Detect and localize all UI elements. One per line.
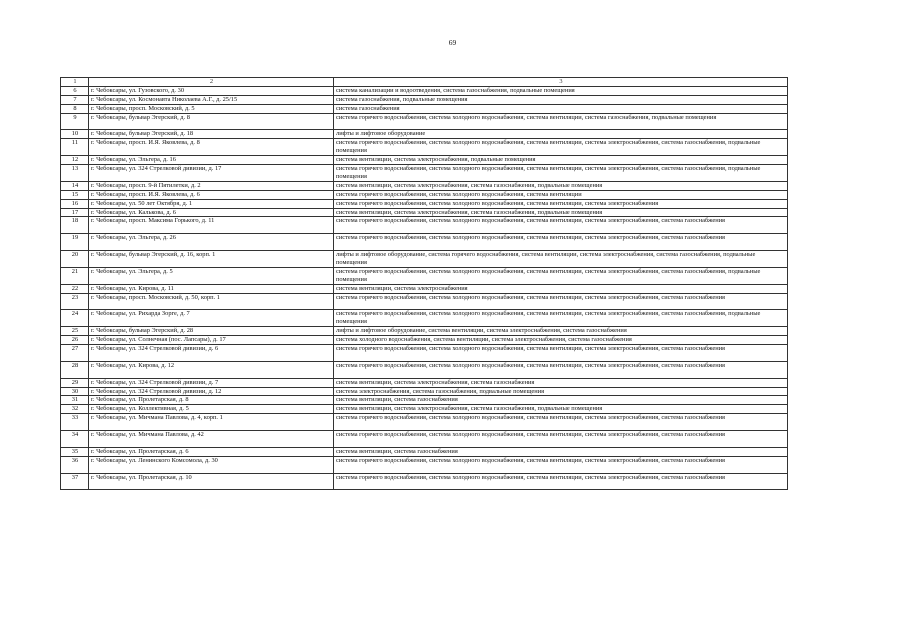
table-row: [61, 95, 788, 104]
row-address-cell: г. Чебоксары, просп. И.Я. Яковлева, д. 6: [89, 190, 334, 199]
row-address-cell: г. Чебоксары, ул. Эльгера, д. 26: [89, 234, 334, 251]
table-row: [61, 361, 788, 378]
table-row: [61, 431, 788, 448]
table-row: [61, 217, 788, 234]
row-systems-cell: лифты и лифтовое оборудование, система горячего водоснабжения, система вентиляции, система электроснабжения, система газоснабжения, подвальные помещения: [334, 251, 788, 268]
row-number-cell: 23: [61, 293, 89, 310]
table-row: [61, 165, 788, 182]
row-systems-cell: система горячего водоснабжения, система холодного водоснабжения, система вентиляции, система электроснабжения, система газоснабжения: [334, 234, 788, 251]
row-address-cell: г. Чебоксары, ул. 324 Стрелковой дивизии, д. 12: [89, 387, 334, 396]
row-systems-cell: система горячего водоснабжения, система холодного водоснабжения, система вентиляции, система электроснабжения, система газоснабжения, подвальные помещения: [334, 310, 788, 327]
table-row: [61, 86, 788, 95]
row-systems-cell: система канализации и водоотведения, система газоснабжения, подвальные помещения: [334, 86, 788, 95]
row-systems-cell: система электроснабжения, система газоснабжения, подвальные помещения: [334, 387, 788, 396]
row-address-cell: г. Чебоксары, просп. Московский, д. 5: [89, 104, 334, 113]
row-number-cell: 34: [61, 431, 89, 448]
table-row: [61, 327, 788, 336]
row-number-cell: 25: [61, 327, 89, 336]
table-row: [61, 405, 788, 414]
header-row: [61, 78, 788, 87]
row-number-cell: 28: [61, 361, 89, 378]
row-systems-cell: система газоснабжения: [334, 104, 788, 113]
table-row: [61, 414, 788, 431]
row-number-cell: 17: [61, 208, 89, 217]
table-row: [61, 378, 788, 387]
header-cell-systems: 3: [334, 78, 788, 87]
row-address-cell: г. Чебоксары, ул. Мичмана Павлова, д. 42: [89, 431, 334, 448]
row-number-cell: 8: [61, 104, 89, 113]
row-address-cell: г. Чебоксары, ул. Кирова, д. 12: [89, 361, 334, 378]
table-row: [61, 447, 788, 456]
row-address-cell: г. Чебоксары, бульвар Эгерский, д. 18: [89, 130, 334, 139]
row-number-cell: 14: [61, 181, 89, 190]
row-systems-cell: система горячего водоснабжения, система холодного водоснабжения, система вентиляции, система электроснабжения, система газоснабжения, подвальные помещения: [334, 139, 788, 156]
row-address-cell: г. Чебоксары, ул. Коллективная, д. 5: [89, 405, 334, 414]
table-row: [61, 267, 788, 284]
row-systems-cell: система холодного водоснабжения, система вентиляции, система электроснабжения, система газоснабжения: [334, 336, 788, 345]
table-row: [61, 208, 788, 217]
row-address-cell: г. Чебоксары, ул. Пролетарская, д. 10: [89, 473, 334, 490]
row-number-cell: 10: [61, 130, 89, 139]
row-systems-cell: система горячего водоснабжения, система холодного водоснабжения, система вентиляции, система электроснабжения, система газоснабжения, подвальные помещения: [334, 165, 788, 182]
row-number-cell: 31: [61, 396, 89, 405]
row-systems-cell: система горячего водоснабжения, система холодного водоснабжения, система вентиляции, система электроснабжения, система газоснабжения: [334, 217, 788, 234]
row-number-cell: 21: [61, 267, 89, 284]
row-systems-cell: система газоснабжения, подвальные помещения: [334, 95, 788, 104]
row-address-cell: г. Чебоксары, ул. Эльгера, д. 16: [89, 156, 334, 165]
row-address-cell: г. Чебоксары, ул. Рихарда Зорге, д. 7: [89, 310, 334, 327]
table-row: [61, 251, 788, 268]
table-row: [61, 234, 788, 251]
row-address-cell: г. Чебоксары, ул. Ленинского Комсомола, д. 30: [89, 456, 334, 473]
row-address-cell: г. Чебоксары, ул. Солнечная (пос. Лапсары), д. 17: [89, 336, 334, 345]
systems-table-container: [60, 77, 787, 490]
row-number-cell: 7: [61, 95, 89, 104]
row-number-cell: 24: [61, 310, 89, 327]
row-systems-cell: система вентиляции, система электроснабжения, система газоснабжения, подвальные помещения: [334, 181, 788, 190]
row-address-cell: г. Чебоксары, просп. И.Я. Яковлева, д. 8: [89, 139, 334, 156]
table-row: [61, 396, 788, 405]
table-row: [61, 130, 788, 139]
row-systems-cell: система горячего водоснабжения, система холодного водоснабжения, система вентиляции: [334, 190, 788, 199]
row-number-cell: 26: [61, 336, 89, 345]
table-body: [61, 86, 788, 489]
row-number-cell: 33: [61, 414, 89, 431]
row-systems-cell: система горячего водоснабжения, система холодного водоснабжения, система вентиляции, система газоснабжения, подвальные помещения: [334, 113, 788, 130]
row-address-cell: г. Чебоксары, просп. Максима Горького, д. 11: [89, 217, 334, 234]
row-number-cell: 35: [61, 447, 89, 456]
row-systems-cell: система горячего водоснабжения, система холодного водоснабжения, система вентиляции, система электроснабжения, система газоснабжения, подвальные помещения: [334, 267, 788, 284]
table-row: [61, 181, 788, 190]
systems-table: [60, 77, 788, 490]
row-address-cell: г. Чебоксары, просп. Московский, д. 50, корп. 1: [89, 293, 334, 310]
row-address-cell: г. Чебоксары, бульвар Эгерский, д. 16, корп. 1: [89, 251, 334, 268]
row-systems-cell: система горячего водоснабжения, система холодного водоснабжения, система вентиляции, система электроснабжения, система газоснабжения: [334, 361, 788, 378]
row-address-cell: г. Чебоксары, ул. Эльгера, д. 5: [89, 267, 334, 284]
row-address-cell: г. Чебоксары, ул. Пролетарская, д. 8: [89, 396, 334, 405]
row-systems-cell: система вентиляции, система газоснабжения: [334, 396, 788, 405]
table-row: [61, 284, 788, 293]
table-row: [61, 336, 788, 345]
row-address-cell: г. Чебоксары, просп. 9-й Пятилетки, д. 2: [89, 181, 334, 190]
row-address-cell: г. Чебоксары, ул. Гузовского, д. 30: [89, 86, 334, 95]
row-number-cell: 11: [61, 139, 89, 156]
row-systems-cell: система вентиляции, система электроснабжения, подвальные помещения: [334, 156, 788, 165]
row-number-cell: 37: [61, 473, 89, 490]
row-address-cell: г. Чебоксары, ул. Пролетарская, д. 6: [89, 447, 334, 456]
row-address-cell: г. Чебоксары, бульвар Эгерский, д. 8: [89, 113, 334, 130]
row-number-cell: 20: [61, 251, 89, 268]
row-systems-cell: система вентиляции, система электроснабжения, система газоснабжения, подвальные помещения: [334, 208, 788, 217]
header-cell-address: 2: [89, 78, 334, 87]
row-number-cell: 16: [61, 199, 89, 208]
row-number-cell: 36: [61, 456, 89, 473]
table-row: [61, 190, 788, 199]
row-address-cell: г. Чебоксары, ул. 324 Стрелковой дивизии, д. 7: [89, 378, 334, 387]
row-systems-cell: система горячего водоснабжения, система холодного водоснабжения, система вентиляции, система электроснабжения, система газоснабжения: [334, 473, 788, 490]
table-row: [61, 473, 788, 490]
row-systems-cell: система горячего водоснабжения, система холодного водоснабжения, система вентиляции, система электроснабжения, система газоснабжения: [334, 456, 788, 473]
row-address-cell: г. Чебоксары, ул. Космонавта Николаева А.Г., д. 25/15: [89, 95, 334, 104]
table-row: [61, 387, 788, 396]
row-number-cell: 32: [61, 405, 89, 414]
row-systems-cell: система вентиляции, система газоснабжения: [334, 447, 788, 456]
table-row: [61, 156, 788, 165]
row-systems-cell: система горячего водоснабжения, система холодного водоснабжения, система вентиляции, система электроснабжения, система газоснабжения: [334, 293, 788, 310]
row-systems-cell: лифты и лифтовое оборудование: [334, 130, 788, 139]
row-number-cell: 13: [61, 165, 89, 182]
row-address-cell: г. Чебоксары, ул. Мичмана Павлова, д. 4, корп. 1: [89, 414, 334, 431]
row-systems-cell: система вентиляции, система электроснабжения, система газоснабжения: [334, 378, 788, 387]
row-systems-cell: система горячего водоснабжения, система холодного водоснабжения, система вентиляции, система электроснабжения, система газоснабжения: [334, 431, 788, 448]
row-number-cell: 29: [61, 378, 89, 387]
row-number-cell: 19: [61, 234, 89, 251]
row-number-cell: 6: [61, 86, 89, 95]
table-row: [61, 310, 788, 327]
row-number-cell: 22: [61, 284, 89, 293]
row-number-cell: 18: [61, 217, 89, 234]
row-address-cell: г. Чебоксары, бульвар Эгерский, д. 28: [89, 327, 334, 336]
row-address-cell: г. Чебоксары, ул. Кирова, д. 11: [89, 284, 334, 293]
row-number-cell: 15: [61, 190, 89, 199]
row-number-cell: 9: [61, 113, 89, 130]
row-number-cell: 12: [61, 156, 89, 165]
row-address-cell: г. Чебоксары, ул. Калькова, д. 6: [89, 208, 334, 217]
row-number-cell: 27: [61, 345, 89, 362]
row-systems-cell: система горячего водоснабжения, система холодного водоснабжения, система вентиляции, система электроснабжения, система газоснабжения: [334, 345, 788, 362]
row-address-cell: г. Чебоксары, ул. 324 Стрелковой дивизии, д. 17: [89, 165, 334, 182]
table-row: [61, 199, 788, 208]
row-number-cell: 30: [61, 387, 89, 396]
row-systems-cell: система горячего водоснабжения, система холодного водоснабжения, система вентиляции, система электроснабжения: [334, 199, 788, 208]
row-systems-cell: система горячего водоснабжения, система холодного водоснабжения, система вентиляции, система электроснабжения, система газоснабжения: [334, 414, 788, 431]
page-number: 69: [448, 38, 457, 47]
table-row: [61, 104, 788, 113]
table-row: [61, 345, 788, 362]
row-systems-cell: лифты и лифтовое оборудование, система вентиляции, система электроснабжения, система газоснабжения: [334, 327, 788, 336]
row-address-cell: г. Чебоксары, ул. 50 лет Октября, д. 1: [89, 199, 334, 208]
table-row: [61, 456, 788, 473]
table-row: [61, 139, 788, 156]
row-systems-cell: система вентиляции, система электроснабжения, система газоснабжения, подвальные помещения: [334, 405, 788, 414]
row-address-cell: г. Чебоксары, ул. 324 Стрелковой дивизии, д. 6: [89, 345, 334, 362]
table-row: [61, 293, 788, 310]
row-systems-cell: система вентиляции, система электроснабжения: [334, 284, 788, 293]
table-row: [61, 113, 788, 130]
header-cell-number: 1: [61, 78, 89, 87]
